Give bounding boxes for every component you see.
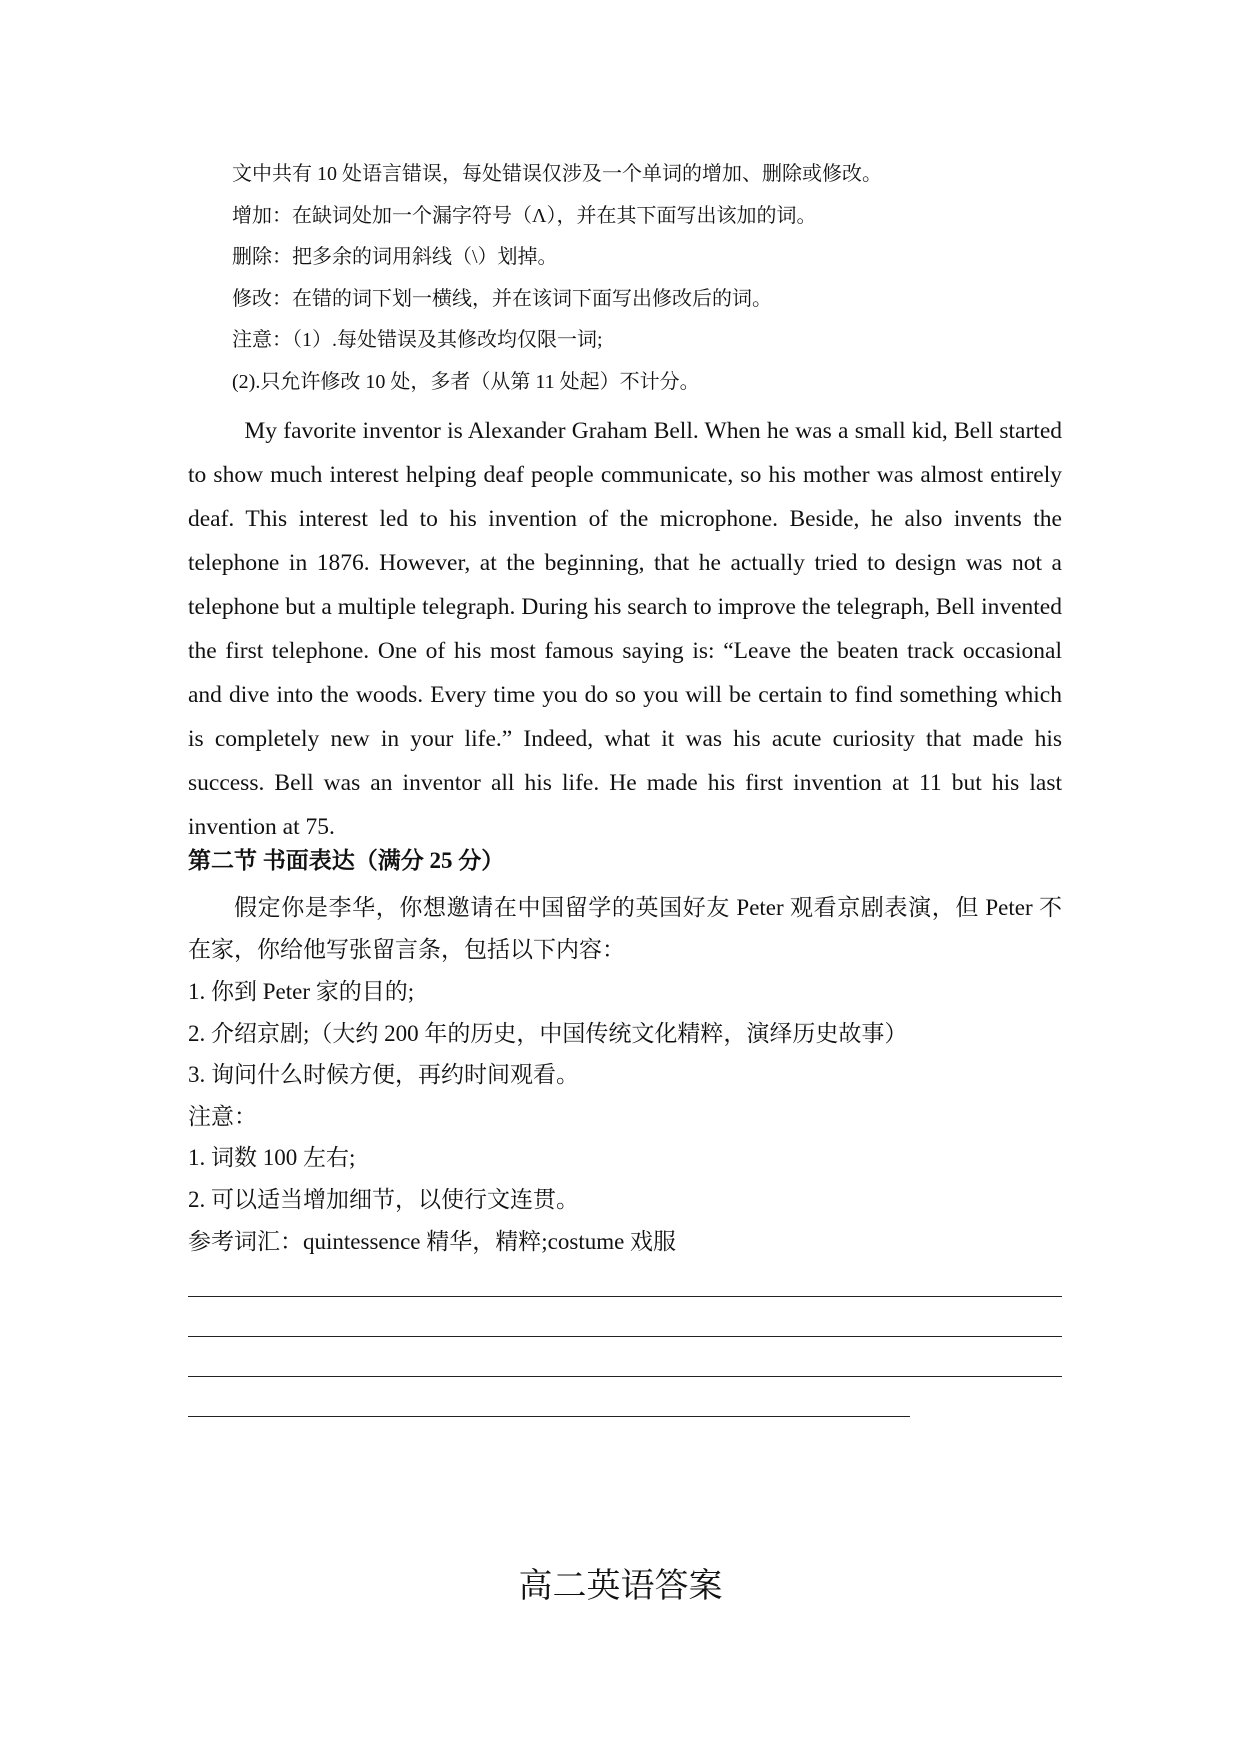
answer-section-title: 高二英语答案 — [518, 1566, 723, 1606]
instruction-line: 修改：在错的词下划一横线，并在该词下面写出修改后的词。 — [232, 287, 772, 310]
correction-passage: My favorite inventor is Alexander Graham Bell. When he was a small kid, Bell started to show much interest helping deaf people communicate, so his mother was almost entirely deaf. This interest led to his invention of the microphone. Beside, he also invents the telephone in 1876. However, at the beginning, that he actually tried to design was not a telephone but a multiple telegraph. During his search to improve the telegraph, Bell invented the first telephone. One of his most famous saying is: “Leave the beaten track occasional and dive into the woods. Every time you do so you will be certain to find something which is completely new in your life.” Indeed, what it was his acute curiosity that made his success. Bell was an inventor all his life. He made his first invention at 11 but his last invention at 75. — [188, 418, 1062, 840]
error-correction-instructions — [232, 154, 1092, 404]
task-item: 2. 可以适当增加细节，以使行文连贯。 — [188, 1186, 579, 1212]
task-item: 1. 你到 Peter 家的目的; — [188, 979, 415, 1004]
task-item: 2. 介绍京剧;（大约 200 年的历史，中国传统文化精粹，演绎历史故事） — [188, 1020, 908, 1046]
instruction-line: 删除：把多余的词用斜线（\）划掉。 — [232, 246, 558, 269]
instruction-line: 文中共有 10 处语言错误，每处错误仅涉及一个单词的增加、删除或修改。 — [232, 163, 882, 185]
task-item: 3. 询问什么时候方便，再约时间观看。 — [188, 1062, 579, 1088]
answer-line[interactable] — [188, 1376, 1062, 1377]
section-heading: 第二节 书面表达（满分 25 分） — [188, 848, 505, 873]
instruction-line: 增加：在缺词处加一个漏字符号（Λ），并在其下面写出该加的词。 — [232, 204, 817, 227]
answer-line[interactable] — [188, 1416, 910, 1417]
instruction-line: 注意：（1）.每处错误及其修改均仅限一词; — [232, 329, 603, 352]
writing-task-prompt: 假定你是李华，你想邀请在中国留学的英国好友 Peter 观看京剧表演，但 Peter 不在家，你给他写张留言条，包括以下内容： — [188, 895, 1062, 962]
writing-task-items — [188, 971, 1062, 1262]
answer-line[interactable] — [188, 1336, 1062, 1337]
notes-label: 注意： — [188, 1103, 257, 1129]
task-item: 1. 词数 100 左右; — [188, 1145, 356, 1171]
instruction-line: (2).只允许修改 10 处，多者（从第 11 处起）不计分。 — [232, 370, 700, 393]
answer-line[interactable] — [188, 1296, 1062, 1297]
reference-vocabulary: 参考词汇：quintessence 精华，精粹;costume 戏服 — [188, 1228, 677, 1254]
